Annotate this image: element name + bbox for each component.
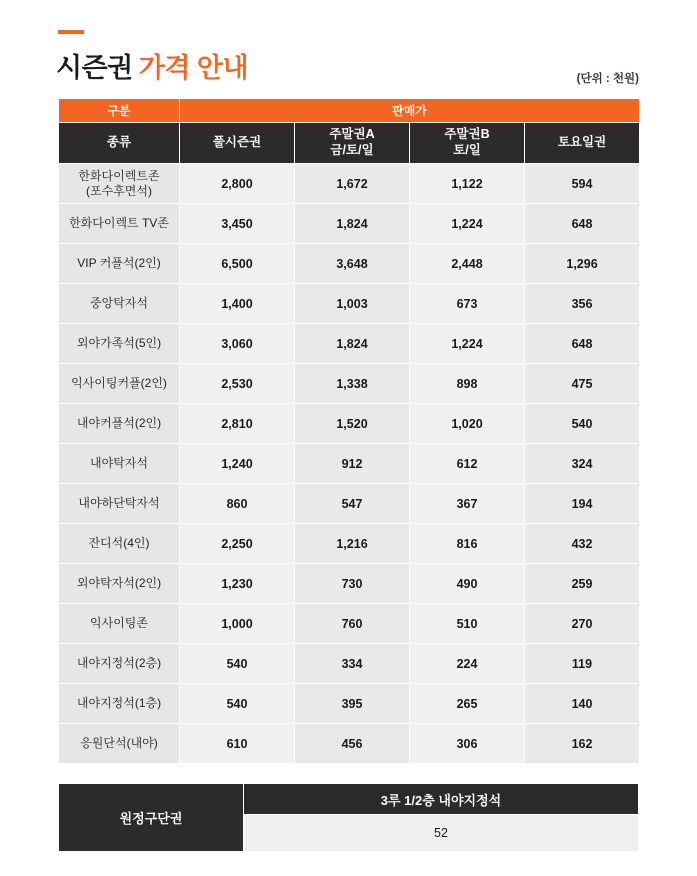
cell-weekend-b: 224 (410, 644, 525, 684)
cell-saturday: 119 (525, 644, 640, 684)
row-label-line1: 내야하단탁자석 (78, 496, 160, 510)
cell-saturday: 1,296 (525, 244, 640, 284)
cell-weekend-b: 1,020 (410, 404, 525, 444)
row-label-line1: 내야탁자석 (90, 456, 148, 470)
table-row (59, 684, 640, 724)
cell-weekend-a: 334 (295, 644, 410, 684)
table-row (59, 604, 640, 644)
column-header-weekend-b-line1: 주말권B (444, 127, 490, 142)
cell-saturday: 162 (525, 724, 640, 764)
cell-full-season: 860 (180, 484, 295, 524)
table-row (59, 644, 640, 684)
cell-weekend-b: 265 (410, 684, 525, 724)
cell-saturday: 270 (525, 604, 640, 644)
cell-saturday: 540 (525, 404, 640, 444)
cell-saturday: 140 (525, 684, 640, 724)
column-header-weekend-a (295, 123, 410, 164)
cell-full-season: 540 (180, 644, 295, 684)
cell-weekend-a: 760 (295, 604, 410, 644)
group-header-price: 판매가 (180, 99, 640, 123)
row-label (59, 444, 180, 484)
cell-saturday: 324 (525, 444, 640, 484)
cell-saturday: 594 (525, 164, 640, 204)
row-label (59, 324, 180, 364)
cell-full-season: 1,230 (180, 564, 295, 604)
row-label-line1: 익사이팅존 (90, 616, 148, 630)
row-label (59, 524, 180, 564)
away-ticket-label: 원정구단권 (59, 784, 244, 852)
table-row (59, 484, 640, 524)
cell-weekend-a: 456 (295, 724, 410, 764)
row-label (59, 564, 180, 604)
cell-weekend-b: 816 (410, 524, 525, 564)
cell-full-season: 2,530 (180, 364, 295, 404)
table-head (59, 99, 640, 164)
cell-full-season: 6,500 (180, 244, 295, 284)
table-row (59, 244, 640, 284)
cell-full-season: 2,800 (180, 164, 295, 204)
column-header-weekend-a-line1: 주말권A (329, 127, 375, 142)
cell-weekend-a: 1,824 (295, 324, 410, 364)
cell-saturday: 475 (525, 364, 640, 404)
row-label-line1: 한화다이렉트존 (78, 168, 160, 183)
table-row (59, 564, 640, 604)
row-label-line1: 익사이팅커플(2인) (71, 376, 167, 390)
table-column-header-row (59, 123, 640, 164)
cell-weekend-a: 547 (295, 484, 410, 524)
table-row (59, 364, 640, 404)
table-row (59, 284, 640, 324)
table-row (59, 444, 640, 484)
row-label-line1: 외야가족석(5인) (76, 336, 162, 350)
cell-weekend-b: 1,122 (410, 164, 525, 204)
cell-weekend-a: 912 (295, 444, 410, 484)
row-label-line1: 한화다이렉트 TV존 (69, 216, 169, 230)
row-label (59, 364, 180, 404)
away-team-ticket-table (58, 783, 639, 852)
column-header-weekend-a-line2: 금/토/일 (330, 143, 374, 157)
row-label (59, 244, 180, 284)
column-header-type: 종류 (59, 123, 180, 164)
cell-weekend-b: 612 (410, 444, 525, 484)
cell-weekend-a: 1,003 (295, 284, 410, 324)
cell-weekend-a: 730 (295, 564, 410, 604)
accent-bar (58, 30, 84, 34)
cell-weekend-a: 1,338 (295, 364, 410, 404)
row-label (59, 164, 180, 204)
cell-full-season: 3,450 (180, 204, 295, 244)
row-label-line2: (포수후면석) (86, 183, 152, 198)
row-label-line1: 내야지정석(2층) (76, 656, 162, 670)
row-label (59, 724, 180, 764)
cell-weekend-a: 1,520 (295, 404, 410, 444)
table-group-header-row (59, 99, 640, 123)
unit-note: (단위 : 천원) (576, 73, 639, 85)
cell-full-season: 1,000 (180, 604, 295, 644)
cell-saturday: 194 (525, 484, 640, 524)
cell-weekend-b: 1,224 (410, 324, 525, 364)
row-label-line1: 중앙탁자석 (90, 296, 148, 310)
cell-weekend-b: 898 (410, 364, 525, 404)
cell-saturday: 356 (525, 284, 640, 324)
table-row (59, 404, 640, 444)
cell-weekend-a: 1,824 (295, 204, 410, 244)
cell-full-season: 2,250 (180, 524, 295, 564)
season-ticket-price-table (58, 98, 640, 764)
cell-weekend-a: 395 (295, 684, 410, 724)
row-label (59, 284, 180, 324)
row-label-line1: 외야탁자석(2인) (76, 576, 162, 590)
away-ticket-header-row (59, 784, 639, 815)
cell-full-season: 540 (180, 684, 295, 724)
table-body (59, 164, 640, 764)
cell-full-season: 2,810 (180, 404, 295, 444)
row-label (59, 644, 180, 684)
cell-weekend-a: 3,648 (295, 244, 410, 284)
row-label (59, 484, 180, 524)
page-title-part2: 가격 안내 (138, 53, 249, 83)
table-row (59, 204, 640, 244)
cell-weekend-b: 510 (410, 604, 525, 644)
cell-weekend-b: 2,448 (410, 244, 525, 284)
cell-saturday: 259 (525, 564, 640, 604)
away-ticket-price: 52 (244, 815, 639, 852)
row-label-line1: VIP 커플석(2인) (77, 256, 161, 270)
row-label-line1: 응원단석(내야) (80, 736, 158, 750)
cell-full-season: 1,240 (180, 444, 295, 484)
cell-full-season: 610 (180, 724, 295, 764)
cell-saturday: 648 (525, 324, 640, 364)
column-header-full-season: 풀시즌권 (180, 123, 295, 164)
row-label (59, 604, 180, 644)
cell-weekend-b: 1,224 (410, 204, 525, 244)
cell-weekend-a: 1,672 (295, 164, 410, 204)
cell-saturday: 648 (525, 204, 640, 244)
cell-weekend-b: 367 (410, 484, 525, 524)
table-row (59, 524, 640, 564)
cell-weekend-b: 673 (410, 284, 525, 324)
away-ticket-section-header: 3루 1/2층 내야지정석 (244, 784, 639, 815)
row-label-line1: 내야지정석(1층) (76, 696, 162, 710)
page-title (56, 46, 248, 85)
table-row (59, 324, 640, 364)
row-label-line1: 잔디석(4인) (88, 536, 150, 550)
row-label (59, 404, 180, 444)
row-label (59, 684, 180, 724)
table-row (59, 724, 640, 764)
cell-weekend-b: 490 (410, 564, 525, 604)
row-label (59, 204, 180, 244)
row-label-line1: 내야커플석(2인) (76, 416, 162, 430)
group-header-kind: 구분 (59, 99, 180, 123)
column-header-weekend-b (410, 123, 525, 164)
page-title-part1: 시즌권 (56, 53, 133, 83)
cell-weekend-b: 306 (410, 724, 525, 764)
column-header-weekend-b-line2: 토/일 (453, 143, 481, 157)
cell-full-season: 1,400 (180, 284, 295, 324)
cell-weekend-a: 1,216 (295, 524, 410, 564)
column-header-saturday: 토요일권 (525, 123, 640, 164)
cell-full-season: 3,060 (180, 324, 295, 364)
table-row (59, 164, 640, 204)
cell-saturday: 432 (525, 524, 640, 564)
